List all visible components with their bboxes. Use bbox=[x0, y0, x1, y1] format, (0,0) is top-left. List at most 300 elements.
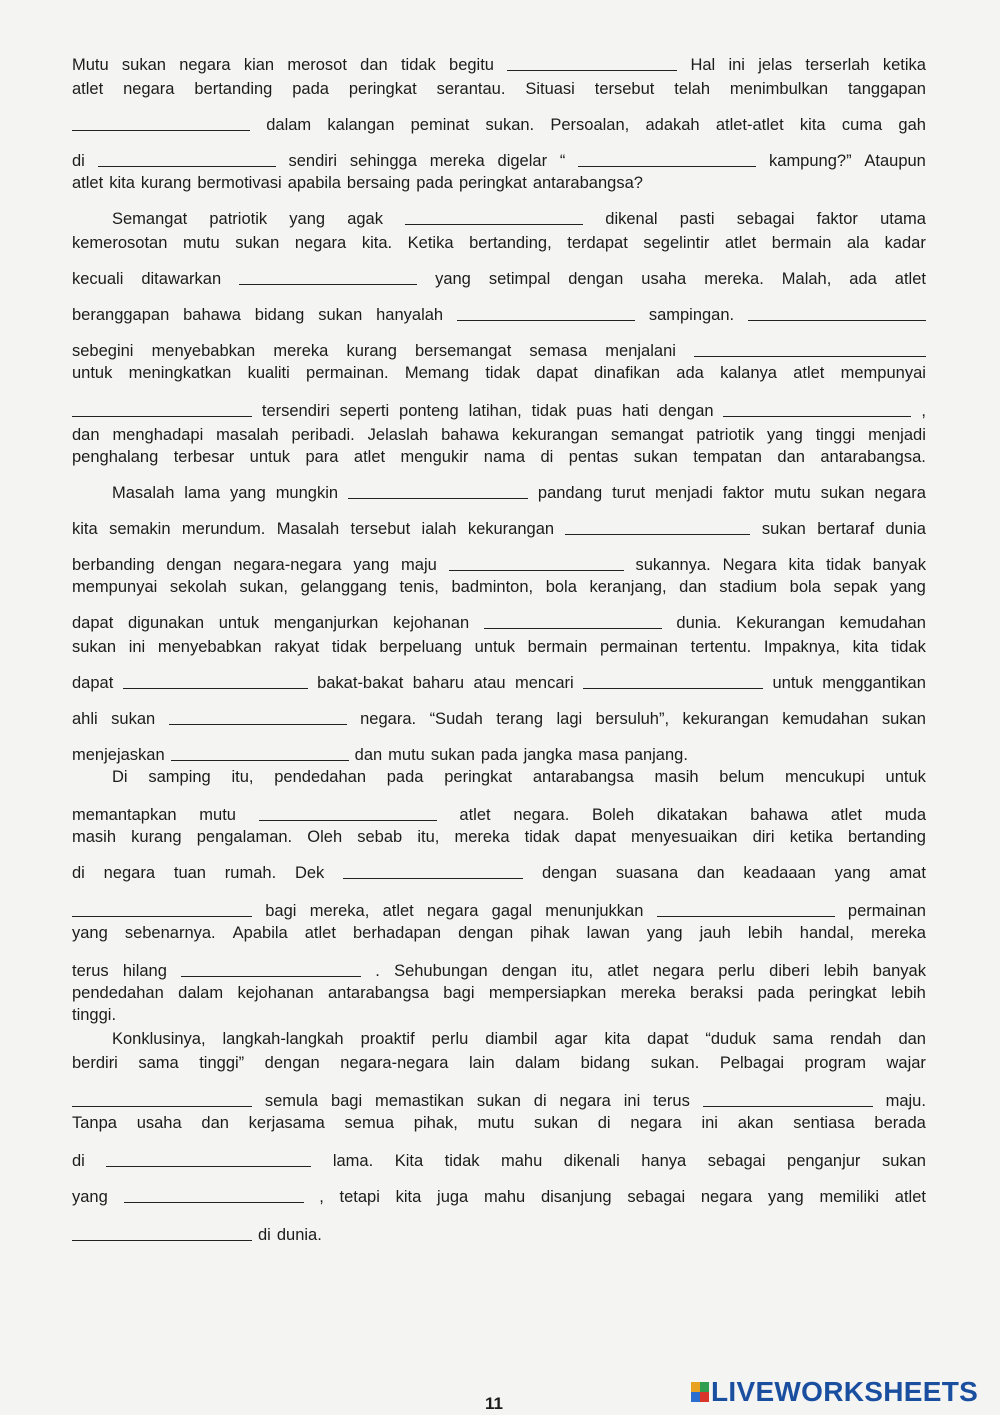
worksheet-word: mereka bbox=[429, 152, 485, 170]
worksheet-word: terdapat bbox=[567, 234, 628, 252]
answer-blank[interactable] bbox=[98, 150, 276, 167]
worksheet-word: kekurangan bbox=[511, 426, 599, 444]
worksheet-word: cuma bbox=[841, 116, 883, 134]
worksheet-word: bagi bbox=[330, 1092, 363, 1110]
worksheet-word: kita bbox=[788, 556, 815, 574]
worksheet-word: sukan bbox=[761, 520, 806, 538]
answer-blank[interactable] bbox=[72, 900, 252, 917]
worksheet-word: pasti bbox=[679, 210, 715, 228]
worksheet-word: kita bbox=[109, 174, 135, 192]
worksheet-word: peringkat bbox=[348, 80, 417, 98]
worksheet-line bbox=[72, 1220, 926, 1244]
worksheet-line bbox=[112, 204, 926, 228]
worksheet-word: program bbox=[804, 1054, 866, 1072]
worksheet-word: menggantikan bbox=[822, 674, 926, 692]
worksheet-word: dan bbox=[354, 746, 383, 764]
worksheet-word: bagi bbox=[265, 902, 297, 920]
worksheet-word: , bbox=[921, 402, 926, 420]
worksheet-word: atlet bbox=[459, 806, 491, 824]
worksheet-line bbox=[72, 1086, 926, 1110]
worksheet-word: mereka bbox=[273, 342, 329, 360]
worksheet-word: meningkatkan bbox=[128, 364, 232, 382]
worksheet-word: tidak bbox=[400, 56, 436, 74]
worksheet-word: dan bbox=[360, 56, 388, 74]
worksheet-word: sama bbox=[138, 1054, 179, 1072]
worksheet-word: semasa bbox=[529, 342, 588, 360]
worksheet-word: mutu bbox=[773, 484, 811, 502]
worksheet-word: semula bbox=[264, 1092, 319, 1110]
worksheet-word: bagi bbox=[443, 984, 475, 1002]
worksheet-word: telah bbox=[674, 80, 711, 98]
worksheet-word: tinggi” bbox=[199, 1054, 245, 1072]
worksheet-word: sebagai bbox=[736, 210, 795, 228]
worksheet-word: mereka, bbox=[309, 902, 370, 920]
worksheet-word: di bbox=[540, 448, 554, 466]
worksheet-line bbox=[72, 358, 926, 382]
worksheet-word: seperti bbox=[339, 402, 390, 420]
worksheet-word: badminton, bbox=[451, 578, 534, 596]
worksheet-word: terserlah bbox=[805, 56, 870, 74]
worksheet-word: hanyalah bbox=[376, 306, 444, 324]
worksheet-word: kekurangan bbox=[467, 520, 555, 538]
worksheet-line bbox=[72, 956, 926, 980]
worksheet-word: diberi bbox=[769, 962, 810, 980]
answer-blank[interactable] bbox=[578, 150, 756, 167]
worksheet-word: Mutu bbox=[72, 56, 109, 74]
answer-blank[interactable] bbox=[507, 54, 677, 71]
worksheet-word: negara bbox=[103, 864, 156, 882]
worksheet-word: menjadi bbox=[868, 426, 926, 444]
worksheet-word: menyesuaikan bbox=[631, 828, 738, 846]
worksheet-line bbox=[72, 608, 926, 632]
worksheet-line bbox=[72, 146, 926, 170]
worksheet-word: maju bbox=[401, 556, 437, 574]
worksheet-word: disanjung bbox=[540, 1188, 612, 1206]
worksheet-word: bersuluh”, bbox=[595, 710, 670, 728]
worksheet-word: tidak bbox=[890, 638, 926, 656]
worksheet-word: yang bbox=[767, 426, 803, 444]
worksheet-word: berdiri bbox=[72, 1054, 118, 1072]
worksheet-word: diambil bbox=[485, 1030, 538, 1048]
worksheet-word: dalam bbox=[515, 1054, 561, 1072]
worksheet-word: tertentu. bbox=[690, 638, 752, 656]
worksheet-word: baharu bbox=[412, 674, 465, 692]
worksheet-line bbox=[72, 668, 926, 692]
worksheet-word: Persoalan, bbox=[550, 116, 630, 134]
worksheet-word: tanggapan bbox=[847, 80, 926, 98]
worksheet-word: patriotik bbox=[696, 426, 755, 444]
worksheet-word: Memang bbox=[404, 364, 470, 382]
worksheet-word: kejohanan bbox=[392, 614, 470, 632]
worksheet-word: bermotivasi bbox=[197, 174, 282, 192]
worksheet-word: usaha bbox=[136, 1114, 182, 1132]
worksheet-word: mahu bbox=[501, 1152, 543, 1170]
worksheet-word: bola bbox=[789, 578, 821, 596]
page-number: 11 bbox=[485, 1394, 503, 1413]
worksheet-word: yang bbox=[72, 924, 108, 942]
worksheet-word: negara bbox=[874, 484, 926, 502]
worksheet-word: bahawa bbox=[183, 306, 241, 324]
worksheet-word: mereka bbox=[454, 828, 510, 846]
worksheet-word: sukan, bbox=[239, 578, 288, 596]
worksheet-word: para bbox=[305, 448, 339, 466]
worksheet-line bbox=[72, 978, 926, 1002]
worksheet-word: setimpal bbox=[488, 270, 551, 288]
worksheet-word: dapat bbox=[536, 364, 578, 382]
worksheet-word: “duduk bbox=[705, 1030, 756, 1048]
worksheet-word: dunia bbox=[885, 520, 926, 538]
worksheet-word: Hal bbox=[690, 56, 716, 74]
worksheet-word: nama bbox=[483, 448, 526, 466]
worksheet-word: atlet bbox=[382, 902, 414, 920]
worksheet-line bbox=[72, 420, 926, 444]
answer-blank[interactable] bbox=[181, 960, 361, 977]
worksheet-word: itu, bbox=[417, 828, 440, 846]
worksheet-word: mereka bbox=[620, 984, 676, 1002]
worksheet-word: dikenali bbox=[563, 1152, 620, 1170]
worksheet-word: kurang bbox=[346, 342, 397, 360]
worksheet-word: negara bbox=[427, 902, 479, 920]
answer-blank[interactable] bbox=[72, 400, 252, 417]
answer-blank[interactable] bbox=[106, 1150, 311, 1167]
worksheet-word: tidak bbox=[485, 364, 521, 382]
answer-blank[interactable] bbox=[457, 304, 635, 321]
worksheet-word: dinafikan bbox=[593, 364, 661, 382]
worksheet-line bbox=[72, 1146, 926, 1170]
worksheet-line bbox=[72, 514, 926, 538]
worksheet-word: bidang bbox=[580, 1054, 631, 1072]
worksheet-word: mencari bbox=[515, 674, 574, 692]
worksheet-word: yang bbox=[353, 556, 390, 574]
worksheet-word: antarabangsa bbox=[532, 768, 634, 786]
worksheet-word: bersemangat bbox=[415, 342, 512, 360]
worksheet-word: faktor bbox=[722, 484, 765, 502]
worksheet-word: berhadapan bbox=[352, 924, 442, 942]
worksheet-word: handal, bbox=[799, 924, 854, 942]
worksheet-word: atlet bbox=[72, 80, 104, 98]
worksheet-word: bola bbox=[545, 578, 577, 596]
worksheet-word: sukan bbox=[881, 1152, 926, 1170]
worksheet-line bbox=[72, 1048, 926, 1072]
worksheet-word: antarabangsa. bbox=[820, 448, 926, 466]
answer-blank[interactable] bbox=[405, 208, 583, 225]
worksheet-word: mereka bbox=[870, 924, 926, 942]
worksheet-line bbox=[72, 74, 926, 98]
answer-blank[interactable] bbox=[657, 900, 835, 917]
worksheet-word: lama bbox=[184, 484, 221, 502]
worksheet-word: bertanding bbox=[194, 80, 273, 98]
worksheet-word: negara-negara bbox=[233, 556, 342, 574]
worksheet-word: mengukir bbox=[400, 448, 469, 466]
worksheet-word: bertaraf bbox=[817, 520, 875, 538]
worksheet-word: penganjur bbox=[787, 1152, 861, 1170]
worksheet-word: sukan bbox=[111, 710, 156, 728]
worksheet-word: pada bbox=[386, 768, 424, 786]
worksheet-line bbox=[72, 896, 926, 920]
worksheet-word: tenis, bbox=[399, 578, 439, 596]
worksheet-word: yang bbox=[767, 1188, 804, 1206]
worksheet-word: mempersiapkan bbox=[488, 984, 607, 1002]
worksheet-word: pada bbox=[757, 984, 795, 1002]
answer-blank[interactable] bbox=[171, 744, 349, 761]
worksheet-line bbox=[72, 632, 926, 656]
answer-blank[interactable] bbox=[484, 612, 662, 629]
worksheet-word: kita bbox=[604, 1030, 631, 1048]
worksheet-word: untuk bbox=[474, 638, 515, 656]
worksheet-word: Negara bbox=[722, 556, 777, 574]
worksheet-word: masih bbox=[654, 768, 699, 786]
worksheet-word: Semangat bbox=[112, 210, 188, 228]
worksheet-word: tersendiri bbox=[261, 402, 330, 420]
worksheet-word: dunia. bbox=[276, 1226, 322, 1244]
worksheet-word: mencukupi bbox=[785, 768, 865, 786]
worksheet-word: sebagai bbox=[707, 1152, 766, 1170]
worksheet-word: Oleh bbox=[307, 828, 343, 846]
answer-blank[interactable] bbox=[72, 114, 250, 131]
worksheet-word: “Sudah bbox=[429, 710, 483, 728]
worksheet-word: untuk bbox=[218, 614, 260, 632]
worksheet-word: lama. bbox=[332, 1152, 374, 1170]
worksheet-word: tidak bbox=[826, 556, 861, 574]
worksheet-word: menyebabkan bbox=[151, 342, 256, 360]
worksheet-word: dapat bbox=[72, 674, 114, 692]
worksheet-word: Tanpa bbox=[72, 1114, 117, 1132]
worksheet-word: negara bbox=[179, 56, 231, 74]
worksheet-word: , bbox=[319, 1188, 324, 1206]
worksheet-word: proaktif bbox=[360, 1030, 415, 1048]
worksheet-word: panjang. bbox=[624, 746, 688, 764]
worksheet-word: negara bbox=[630, 1114, 682, 1132]
worksheet-word: turut bbox=[612, 484, 646, 502]
worksheet-word: atlet bbox=[607, 962, 639, 980]
worksheet-word: dan bbox=[777, 448, 805, 466]
worksheet-word: permainan bbox=[599, 638, 678, 656]
answer-blank[interactable] bbox=[449, 554, 624, 571]
worksheet-word: sendiri bbox=[288, 152, 338, 170]
worksheet-word: peringkat bbox=[444, 768, 513, 786]
worksheet-word: kian bbox=[243, 56, 275, 74]
worksheet-line bbox=[112, 762, 926, 786]
worksheet-word: negara. bbox=[360, 710, 417, 728]
worksheet-word: di bbox=[597, 1114, 611, 1132]
worksheet-word: atau bbox=[473, 674, 506, 692]
answer-blank[interactable] bbox=[239, 268, 417, 285]
worksheet-word: yang bbox=[646, 924, 683, 942]
worksheet-word: digelar bbox=[497, 152, 548, 170]
worksheet-word: sepak bbox=[833, 578, 878, 596]
worksheet-word: atlet bbox=[894, 270, 926, 288]
worksheet-word: kita bbox=[852, 638, 879, 656]
worksheet-word: Ketika bbox=[407, 234, 454, 252]
worksheet-word: lebih bbox=[823, 962, 859, 980]
worksheet-word: sukan bbox=[235, 234, 280, 252]
worksheet-word: pihak, bbox=[413, 1114, 458, 1132]
worksheet-word: Sehubungan bbox=[394, 962, 488, 980]
worksheet-word: lebih bbox=[890, 984, 926, 1002]
worksheet-word: Di bbox=[112, 768, 128, 786]
worksheet-word: hati bbox=[622, 402, 649, 420]
worksheet-word: tersebut bbox=[594, 80, 655, 98]
worksheet-word: antarabangsa? bbox=[532, 174, 643, 192]
worksheet-word: kecuali bbox=[72, 270, 124, 288]
worksheet-word: sekolah bbox=[169, 578, 227, 596]
worksheet-word: banyak bbox=[872, 556, 926, 574]
worksheet-word: bermain bbox=[771, 234, 832, 252]
worksheet-word: jelas bbox=[758, 56, 793, 74]
worksheet-line bbox=[72, 1000, 926, 1024]
answer-blank[interactable] bbox=[123, 672, 308, 689]
answer-blank[interactable] bbox=[703, 1090, 873, 1107]
worksheet-line bbox=[72, 1108, 926, 1132]
worksheet-word: banyak bbox=[872, 962, 926, 980]
worksheet-word: peribadi. bbox=[291, 426, 355, 444]
worksheet-word: antarabangsa bbox=[328, 984, 429, 1002]
worksheet-word: begitu bbox=[449, 56, 494, 74]
worksheet-word: kita bbox=[395, 1188, 422, 1206]
worksheet-word: akan bbox=[737, 1114, 774, 1132]
answer-blank[interactable] bbox=[259, 804, 437, 821]
worksheet-word: mempunyai bbox=[72, 578, 158, 596]
worksheet-word: tetapi bbox=[339, 1188, 380, 1206]
worksheet-word: atlet bbox=[830, 806, 862, 824]
worksheet-word: pihak bbox=[530, 924, 570, 942]
worksheet-word: kualiti bbox=[247, 364, 290, 382]
worksheet-word: semangat bbox=[610, 426, 684, 444]
worksheet-word: gelanggang bbox=[300, 578, 387, 596]
worksheet-word: wajar bbox=[886, 1054, 926, 1072]
worksheet-line bbox=[72, 1182, 926, 1206]
worksheet-word: atlet bbox=[894, 1188, 926, 1206]
worksheet-word: segelintir bbox=[643, 234, 710, 252]
answer-blank[interactable] bbox=[348, 482, 528, 499]
worksheet-word: dengan bbox=[264, 1054, 320, 1072]
worksheet-word: menimbulkan bbox=[729, 80, 829, 98]
worksheet-word: maju. bbox=[885, 1092, 926, 1110]
answer-blank[interactable] bbox=[169, 708, 347, 725]
worksheet-word: apabila bbox=[287, 174, 341, 192]
worksheet-word: masalah bbox=[216, 426, 279, 444]
worksheet-word: kadar bbox=[884, 234, 926, 252]
worksheet-word: bertanding bbox=[847, 828, 926, 846]
worksheet-word: puas bbox=[576, 402, 613, 420]
worksheet-word: hanya bbox=[641, 1152, 687, 1170]
worksheet-word: ada bbox=[676, 364, 704, 382]
answer-blank[interactable] bbox=[343, 862, 523, 879]
worksheet-word: masih bbox=[72, 828, 117, 846]
worksheet-word: mungkin bbox=[275, 484, 339, 502]
worksheet-word: sama bbox=[772, 1030, 814, 1048]
worksheet-word: atlet bbox=[72, 174, 104, 192]
worksheet-line bbox=[72, 918, 926, 942]
worksheet-word: di bbox=[72, 152, 85, 170]
worksheet-line bbox=[72, 572, 926, 596]
worksheet-word: tidak bbox=[531, 402, 567, 420]
worksheet-word: dan bbox=[697, 864, 725, 882]
worksheet-word: permainan. bbox=[306, 364, 389, 382]
worksheet-word: ditawarkan bbox=[141, 270, 222, 288]
worksheet-word: sampingan. bbox=[648, 306, 735, 324]
worksheet-word: menganjurkan bbox=[273, 614, 379, 632]
worksheet-line bbox=[72, 336, 926, 360]
worksheet-word: sukannya. bbox=[635, 556, 711, 574]
worksheet-word: mutu bbox=[199, 806, 236, 824]
worksheet-word: menghadapi bbox=[112, 426, 204, 444]
worksheet-word: negara bbox=[700, 1188, 753, 1206]
worksheet-word: kurang bbox=[131, 828, 182, 846]
worksheet-word: lain bbox=[468, 1054, 495, 1072]
answer-blank[interactable] bbox=[72, 1090, 252, 1107]
liveworksheets-logo-icon bbox=[691, 1382, 709, 1402]
worksheet-word: belum bbox=[719, 768, 765, 786]
worksheet-word: negara bbox=[294, 234, 347, 252]
worksheet-word: tidak bbox=[444, 1152, 480, 1170]
worksheet-word: memiliki bbox=[819, 1188, 880, 1206]
answer-blank[interactable] bbox=[565, 518, 750, 535]
worksheet-word: pandang bbox=[537, 484, 603, 502]
worksheet-word: dengan bbox=[568, 270, 624, 288]
worksheet-word: suasana bbox=[615, 864, 679, 882]
worksheet-word: jangka bbox=[523, 746, 573, 764]
answer-blank[interactable] bbox=[748, 304, 926, 321]
worksheet-word: ahli bbox=[72, 710, 98, 728]
worksheet-word: itu, bbox=[571, 962, 594, 980]
worksheet-line bbox=[72, 110, 926, 134]
answer-blank[interactable] bbox=[72, 1224, 252, 1241]
worksheet-word: Pelbagai bbox=[719, 1054, 785, 1072]
worksheet-word: sukan bbox=[430, 746, 475, 764]
answer-blank[interactable] bbox=[124, 1186, 304, 1203]
worksheet-word: atlet bbox=[353, 448, 386, 466]
worksheet-word: keranjang, bbox=[589, 578, 667, 596]
worksheet-word: hilang bbox=[122, 962, 167, 980]
worksheet-line bbox=[72, 704, 926, 728]
worksheet-word: peminat bbox=[410, 116, 470, 134]
worksheet-word: dalam bbox=[266, 116, 312, 134]
worksheet-line bbox=[72, 228, 926, 252]
worksheet-word: samping bbox=[148, 768, 211, 786]
worksheet-word: gah bbox=[898, 116, 926, 134]
worksheet-word: kurang bbox=[140, 174, 192, 192]
worksheet-word: pada bbox=[480, 746, 518, 764]
worksheet-word: beraksi bbox=[690, 984, 744, 1002]
worksheet-word: ialah bbox=[421, 520, 457, 538]
worksheet-word: sukan bbox=[820, 484, 865, 502]
worksheet-word: kita bbox=[799, 116, 826, 134]
worksheet-line bbox=[112, 478, 926, 502]
worksheet-word: untuk bbox=[885, 768, 926, 786]
worksheet-word: berbanding bbox=[72, 556, 155, 574]
worksheet-word: jauh bbox=[699, 924, 731, 942]
liveworksheets-logo bbox=[691, 1376, 978, 1408]
worksheet-line bbox=[72, 300, 926, 324]
worksheet-word: bermain bbox=[527, 638, 588, 656]
answer-blank[interactable] bbox=[583, 672, 763, 689]
answer-blank[interactable] bbox=[723, 400, 911, 417]
worksheet-word: berada bbox=[874, 1114, 926, 1132]
worksheet-word: agar bbox=[554, 1030, 588, 1048]
worksheet-word: “ bbox=[559, 152, 566, 170]
worksheet-word: tempatan bbox=[693, 448, 762, 466]
answer-blank[interactable] bbox=[694, 340, 926, 357]
worksheet-word: . bbox=[375, 962, 380, 980]
worksheet-word: kita bbox=[72, 520, 98, 538]
worksheet-word: sebenarnya. bbox=[124, 924, 216, 942]
worksheet-word: ini bbox=[728, 56, 745, 74]
worksheet-line bbox=[72, 822, 926, 846]
worksheet-word: merosot bbox=[287, 56, 347, 74]
worksheet-word: untuk bbox=[772, 674, 813, 692]
worksheet-word: keadaaan bbox=[743, 864, 816, 882]
